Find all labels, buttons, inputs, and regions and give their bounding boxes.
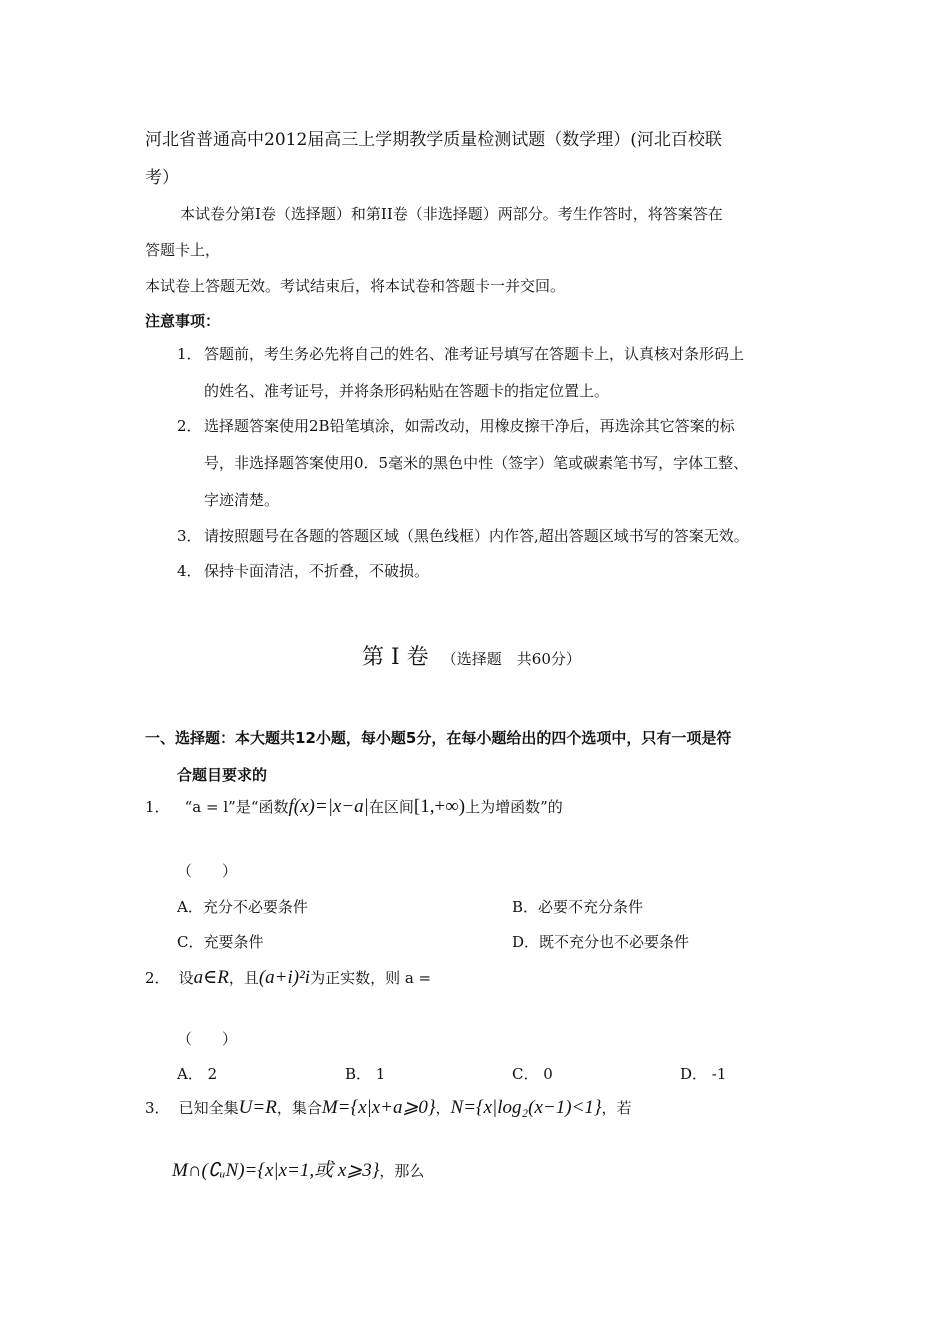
question-3-math-3: N={x|log₂(x−1)<1} [450, 1097, 602, 1118]
question-3-math-1: U=R [238, 1097, 277, 1118]
question-2-math-2: (a+i)²i [258, 967, 311, 988]
question-2-stem [145, 966, 431, 989]
intro-line-1: 本试卷分第I卷（选择题）和第II卷（非选择题）两部分。考生作答时，将答案答在 [180, 205, 723, 223]
note-1-number: 1． [177, 345, 202, 363]
part-title: 第 I 卷 [362, 645, 429, 670]
question-2-post: 为正实数，则 a = [310, 969, 432, 987]
question-1-post: 上为增函数”的 [465, 798, 563, 816]
note-3-line-1: 请按照题号在各题的答题区域（黑色线框）内作答,超出答题区域书写的答案无效。 [204, 527, 749, 545]
intro-line-2: 答题卡上， [145, 241, 221, 259]
question-2-option-c: C． 0 [512, 1065, 553, 1083]
question-2-math-1: a∈R [193, 967, 229, 988]
question-1-option-a: A．充分不必要条件 [177, 898, 308, 916]
title-line-1: 河北省普通高中2012届高三上学期教学质量检测试题（数学理）(河北百校联 [145, 130, 722, 150]
title-line-2: 考） [145, 168, 179, 188]
question-3-condition [172, 1155, 424, 1182]
part-subtitle: （选择题 共60分） [441, 650, 581, 668]
note-2-line-3: 字迹清楚。 [204, 491, 280, 509]
note-1-line-2: 的姓名、准考证号，并将条形码粘贴在答题卡的指定位置上。 [204, 382, 610, 400]
intro-line-3: 本试卷上答题无效。考试结束后，将本试卷和答题卡一并交回。 [145, 277, 566, 295]
question-3-math-2: M={x|x+a⩾0} [321, 1097, 436, 1118]
question-3-post: ，若 [601, 1099, 632, 1117]
note-2-line-1: 选择题答案使用2B铅笔填涂，如需改动，用橡皮擦干净后，再选涂其它答案的标 [204, 417, 735, 435]
question-3-sep: ， [435, 1099, 451, 1117]
question-3-math-4: M∩(∁ᵤN)={x|x=1,或 x⩾3} [172, 1160, 380, 1181]
part-heading [362, 640, 581, 671]
question-2-option-a: A． 2 [177, 1065, 218, 1083]
note-4-line-1: 保持卡面清洁，不折叠，不破损。 [204, 562, 430, 580]
question-1-stem [145, 796, 563, 818]
note-1-line-1: 答题前，考生务必先将自己的姓名、准考证号填写在答题卡上，认真核对条形码上 [204, 345, 745, 363]
note-2-line-2: 号，非选择题答案使用0．5毫米的黑色中性（签字）笔或碳素笔书写，字体工整、 [204, 454, 749, 472]
section-heading-line-2: 合题目要求的 [177, 766, 268, 784]
question-3-mid: ，集合 [276, 1099, 322, 1117]
question-2-answer-paren: （ ） [177, 1030, 238, 1048]
question-2-option-d: D． -1 [680, 1065, 727, 1083]
notes-heading: 注意事项： [145, 312, 221, 330]
question-2-pre: 设 [178, 969, 194, 987]
question-1-option-c: C．充要条件 [177, 933, 264, 951]
note-4-number: 4． [177, 562, 202, 580]
question-3-pre: 已知全集 [178, 1099, 239, 1117]
note-3-number: 3． [177, 527, 202, 545]
question-1-mid: 在区间 [368, 798, 414, 816]
section-heading-line-1: 一、选择题：本大题共12小题，每小题5分，在每小题给出的四个选项中，只有一项是符 [145, 729, 732, 747]
question-2-number: 2． [145, 969, 170, 987]
question-3-stem [145, 1096, 632, 1119]
question-1-answer-paren: （ ） [177, 862, 238, 880]
note-2-number: 2． [177, 417, 202, 435]
question-1-number: 1． [145, 798, 170, 816]
question-1-pre: “a = l”是“函数 [184, 798, 289, 816]
question-3-number: 3． [145, 1099, 170, 1117]
question-2-mid: ，且 [228, 969, 259, 987]
question-3-tail: ，那么 [379, 1162, 425, 1180]
question-1-option-b: B．必要不充分条件 [512, 898, 644, 916]
question-1-option-d: D．既不充分也不必要条件 [512, 933, 690, 951]
question-2-option-b: B． 1 [345, 1065, 386, 1083]
question-1-function: f(x)=|x−a| [288, 796, 369, 817]
question-1-interval: [1,+∞) [413, 796, 466, 817]
